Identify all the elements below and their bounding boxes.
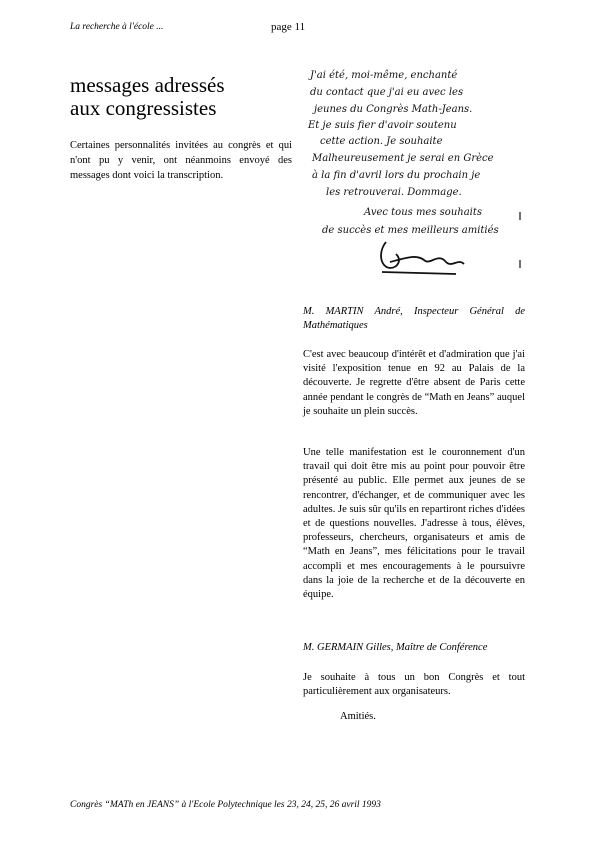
message-closing: Amitiés. bbox=[340, 711, 376, 722]
handwritten-letter bbox=[306, 62, 526, 282]
handwritten-line: de succès et mes meilleurs amitiés bbox=[322, 225, 499, 236]
message-author-martin: M. MARTIN André, Inspecteur Général de Mathématiques bbox=[303, 306, 525, 332]
handwritten-line: J'ai été, moi-même, enchanté bbox=[310, 70, 458, 81]
page-footer: Congrès “MATh en JEANS” à l'Ecole Polytechnique les 23, 24, 25, 26 avril 1993 bbox=[70, 800, 381, 810]
handwritten-line: Avec tous mes souhaits bbox=[364, 207, 483, 218]
message-paragraph: C'est avec beaucoup d'intérêt et d'admiration que j'ai visité l'exposition tenue en 92 au Palais de la découverte. Je regrette d'être absent de Paris cette année pendant le congrès de “Math en Jeans” auquel je souhaite un plein succès. bbox=[303, 349, 525, 417]
page-number: page 11 bbox=[271, 21, 306, 33]
intro-paragraph: Certaines personnalités invitées au congrès et qui n'ont pu y venir, ont néanmoins envoyé des messages dont voici la transcription. bbox=[70, 140, 292, 181]
signature-mark bbox=[381, 242, 464, 274]
handwritten-line: cette action. Je souhaite bbox=[320, 136, 443, 147]
handwritten-line: Malheureusement je serai en Grèce bbox=[312, 153, 494, 164]
running-header: La recherche à l'école ... bbox=[70, 22, 164, 32]
handwritten-line: jeunes du Congrès Math-Jeans. bbox=[314, 104, 473, 115]
message-paragraph: Une telle manifestation est le couronnement d'un travail qui doit être mis au point pour pouvoir être présenté au public. Elle permet aux jeunes de se rencontrer, d'échanger, et de communiquer avec les adultes. Je suis sûr qu'ils en repartiront riches d'idées et de questions nouvelles. J'adresse à tous, élèves, professeurs, chercheurs, organisateurs et amis de “Math en Jeans”, mes félicitations pour le travail accompli et mes encouragements à le poursuivre dans la joie de la recherche et de la découverte en équipe. bbox=[303, 447, 525, 601]
page-title bbox=[70, 74, 225, 120]
handwritten-letter-image bbox=[306, 62, 526, 282]
message-paragraph: Je souhaite à tous un bon Congrès et tout particulièrement aux organisateurs. bbox=[303, 672, 525, 698]
handwritten-line: du contact que j'ai eu avec les bbox=[310, 87, 464, 98]
handwritten-line: Et je suis fier d'avoir soutenu bbox=[308, 120, 457, 131]
title-line-2: aux congressistes bbox=[70, 96, 217, 120]
handwritten-line: à la fin d'avril lors du prochain je bbox=[312, 170, 481, 181]
message-author-germain: M. GERMAIN Gilles, Maître de Conférence bbox=[303, 642, 488, 653]
title-line-1: messages adressés bbox=[70, 73, 225, 97]
handwritten-line: les retrouverai. Dommage. bbox=[326, 187, 462, 198]
